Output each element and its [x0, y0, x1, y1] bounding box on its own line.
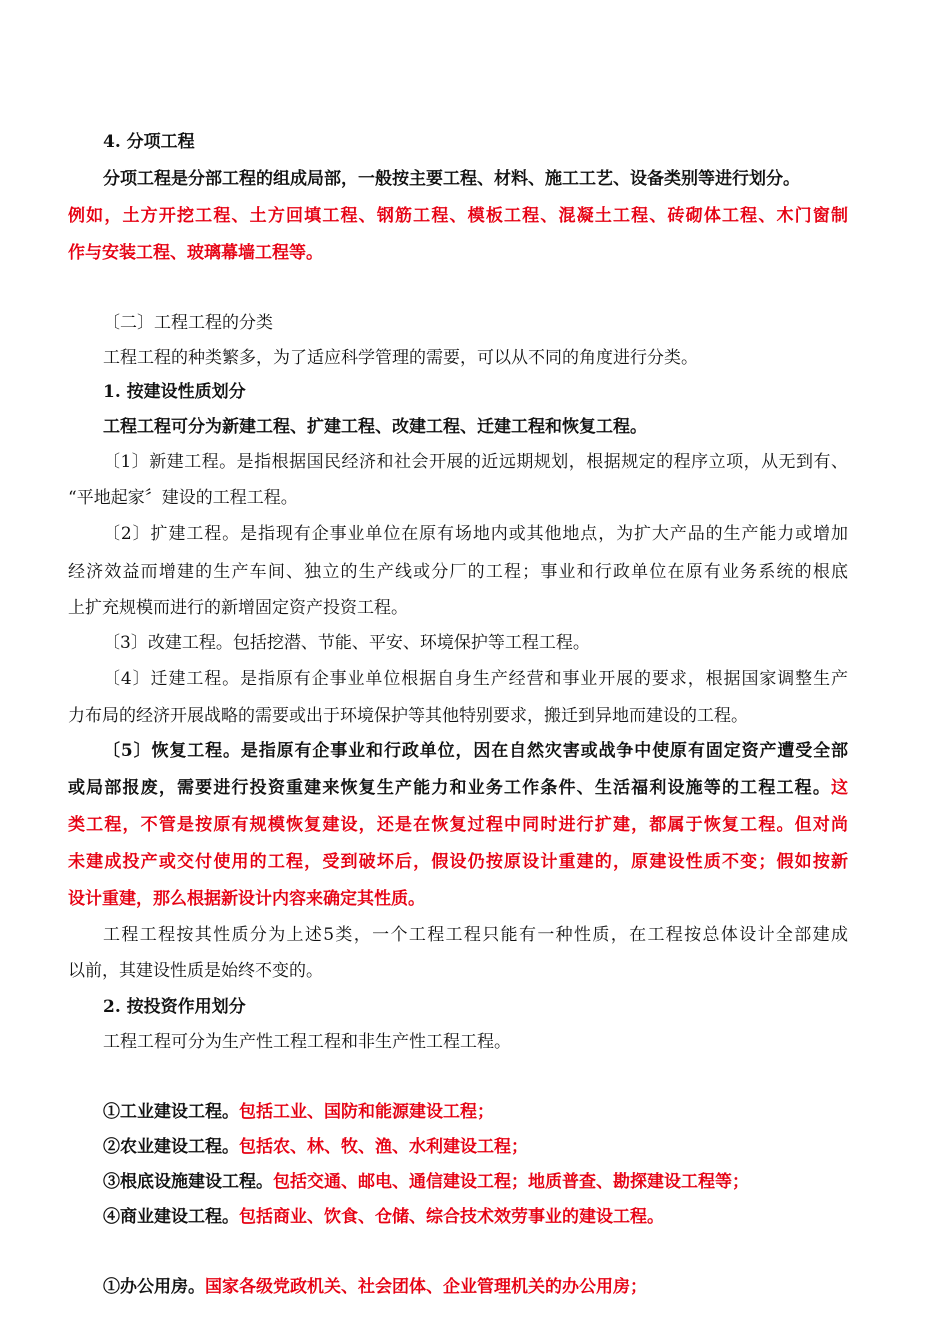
productive-item-4-detail: 包括商业、饮食、仓储、综合技术效劳事业的建设工程。: [239, 1207, 664, 1227]
item2-line2: 经济效益而增建的生产车间、独立的生产线或分厂的工程；事业和行政单位在原有业务系统的根底: [68, 562, 848, 582]
item5-line5: 设计重建，那么根据新设计内容来确定其性质。: [68, 889, 425, 909]
item2-line3: 上扩充规模而进行的新增固定资产投资工程。: [68, 598, 408, 618]
subsection2-heading: 2. 按投资作用划分: [103, 997, 246, 1017]
item1-line2: “平地起家〞建设的工程工程。: [68, 488, 298, 508]
nonproductive-item-1-label: ①办公用房。: [103, 1277, 205, 1297]
productive-item-3-detail: 包括交通、邮电、通信建设工程；地质普查、勘探建设工程等；: [273, 1172, 749, 1192]
productive-item-1: [103, 1101, 848, 1123]
section4-example-line1: 例如，土方开挖工程、土方回填工程、钢筋工程、模板工程、混凝土工程、砖砌体工程、木门窗制: [68, 206, 848, 226]
productive-item-4-label: ④商业建设工程。: [103, 1207, 239, 1227]
item5-line4: 未建成投产或交付使用的工程，受到破坏后，假设仍按原设计重建的，原建设性质不变；假如按新: [68, 852, 848, 872]
subsection1-heading: 1. 按建设性质划分: [103, 382, 246, 402]
summary-line1: 工程工程按其性质分为上述5类，一个工程工程只能有一种性质，在工程按总体设计全部建成: [103, 925, 848, 945]
item5-line3: 类工程，不管是按原有规模恢复建设，还是在恢复过程中同时进行扩建，都属于恢复工程。但对尚: [68, 815, 848, 835]
item2-line1: 〔2〕扩建工程。是指现有企事业单位在原有场地内或其他地点，为扩大产品的生产能力或增加: [103, 524, 848, 544]
section4-intro: 分项工程是分部工程的组成局部，一般按主要工程、材料、施工工艺、设备类别等进行划分。: [103, 169, 800, 189]
item5-line1: 〔5〕恢复工程。是指原有企事业和行政单位，因在自然灾害或战争中使原有固定资产遭受全部: [103, 741, 848, 761]
nonproductive-item-1-detail: 国家各级党政机关、社会团体、企业管理机关的办公用房；: [205, 1277, 647, 1297]
section4-heading: 4. 分项工程: [103, 132, 195, 152]
summary-line2: 以前，其建设性质是始终不变的。: [68, 961, 323, 981]
productive-item-2-label: ②农业建设工程。: [103, 1137, 239, 1157]
productive-item-2-detail: 包括农、林、牧、渔、水利建设工程；: [239, 1137, 528, 1157]
subsection2-intro: 工程工程可分为生产性工程工程和非生产性工程工程。: [103, 1032, 511, 1052]
section2-intro: 工程工程的种类繁多，为了适应科学管理的需要，可以从不同的角度进行分类。: [103, 348, 698, 368]
item5-line2-black: 或局部报废，需要进行投资重建来恢复生产能力和业务工作条件、生活福利设施等的工程工程。: [68, 778, 831, 798]
section4-example-line2: 作与安装工程、玻璃幕墙工程等。: [68, 243, 323, 263]
productive-item-1-label: ①工业建设工程。: [103, 1102, 239, 1122]
productive-item-3: [103, 1171, 848, 1193]
item5-line2-red: 这: [831, 778, 848, 798]
item3-line: 〔3〕改建工程。包括挖潜、节能、平安、环境保护等工程工程。: [103, 633, 590, 653]
productive-item-4: [103, 1206, 848, 1228]
item5-line2: [68, 777, 848, 799]
subsection1-intro: 工程工程可分为新建工程、扩建工程、改建工程、迁建工程和恢复工程。: [103, 417, 647, 437]
nonproductive-item-1: [103, 1276, 848, 1298]
item1-line1: 〔1〕新建工程。是指根据国民经济和社会开展的近远期规划，根据规定的程序立项，从无到有、: [103, 452, 848, 472]
productive-item-2: [103, 1136, 848, 1158]
section2-heading: 〔二〕工程工程的分类: [103, 313, 273, 333]
productive-item-3-label: ③根底设施建设工程。: [103, 1172, 273, 1192]
item4-line2: 力布局的经济开展战略的需要或出于环境保护等其他特别要求，搬迁到异地而建设的工程。: [68, 706, 748, 726]
productive-item-1-detail: 包括工业、国防和能源建设工程；: [239, 1102, 494, 1122]
item4-line1: 〔4〕迁建工程。是指原有企事业单位根据自身生产经营和事业开展的要求，根据国家调整生产: [103, 669, 848, 689]
